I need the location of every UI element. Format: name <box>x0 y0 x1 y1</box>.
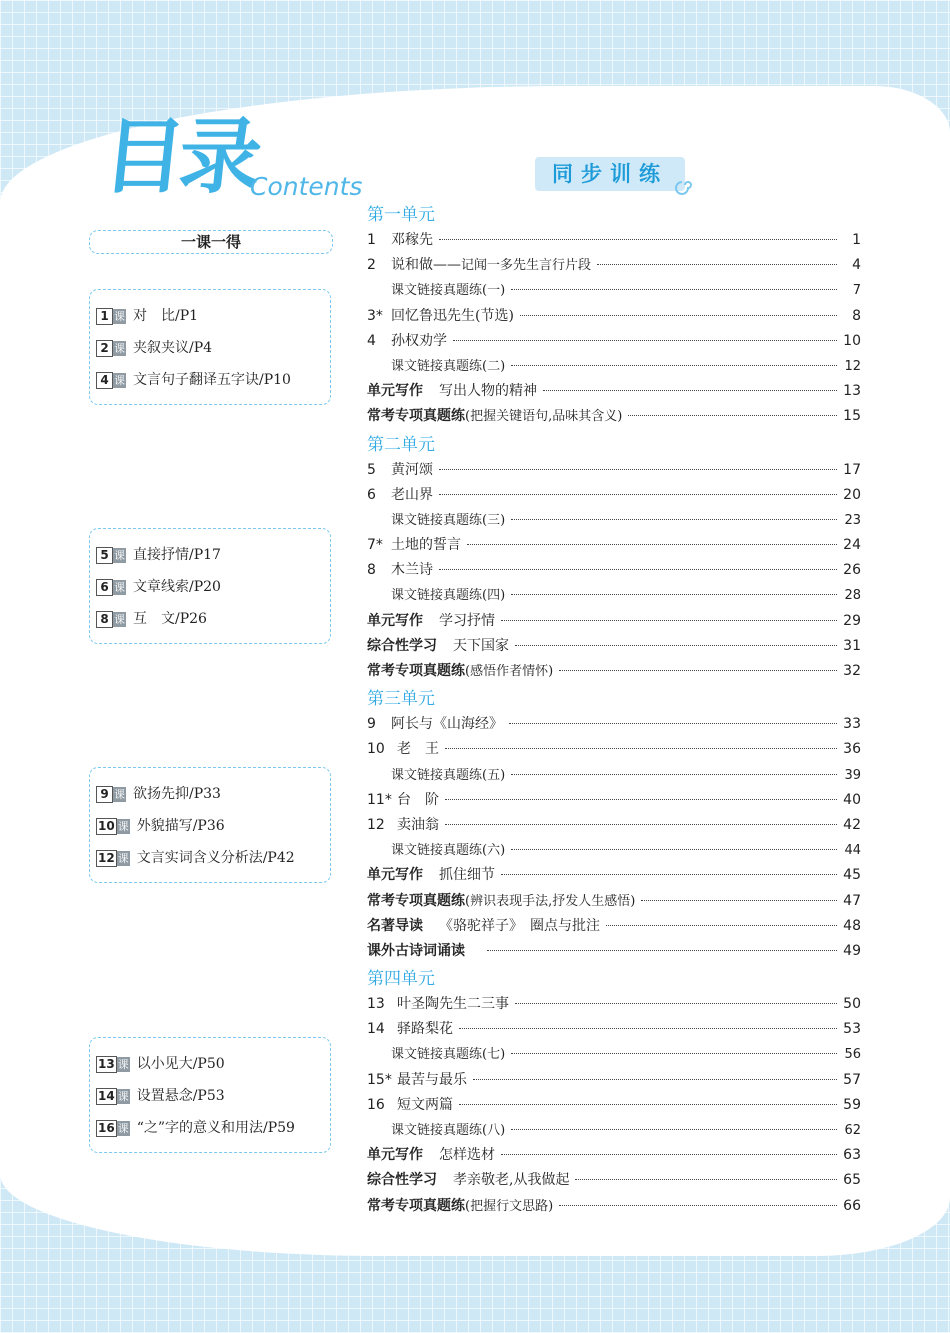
toc-page-number: 23 <box>844 512 861 528</box>
toc-leader-dots <box>445 824 837 825</box>
toc-leader-dots <box>501 620 837 621</box>
toc-page-number: 17 <box>843 461 861 478</box>
toc-section-label: 常考专项真题练 <box>367 408 465 425</box>
lesson-badge-ke: 课 <box>117 819 129 833</box>
toc-page-number: 48 <box>843 917 861 934</box>
toc-page-number: 29 <box>843 612 861 629</box>
lesson-tip-text: 文言实词含义分析法/P42 <box>136 850 295 866</box>
toc-page-number: 59 <box>843 1096 861 1113</box>
toc-leader-dots <box>511 594 837 595</box>
toc-entry[interactable] <box>367 558 861 583</box>
toc-practice-title: 课文链接真题练(五) <box>391 767 506 783</box>
lesson-badge <box>96 1056 130 1073</box>
toc-practice-title: 课文链接真题练(三) <box>391 512 506 528</box>
toc-leader-dots <box>511 289 837 290</box>
toc-section-label: 综合性学习 <box>367 637 437 654</box>
toc-lesson-number: 11* <box>367 791 392 808</box>
toc-section-label: 常考专项真题练 <box>367 1197 465 1214</box>
lesson-tip-item <box>96 603 330 635</box>
lesson-tip-text: 文章线索/P20 <box>133 579 221 595</box>
toc-lesson-number: 6 <box>367 486 376 503</box>
toc-page-number: 63 <box>843 1147 861 1164</box>
toc-lesson-title: 短文两篇 <box>397 1096 453 1113</box>
toc-lesson-number: 16 <box>367 1096 385 1113</box>
toc-page-number: 45 <box>843 867 861 884</box>
toc-entry[interactable] <box>367 889 861 914</box>
toc-leader-dots <box>487 950 837 951</box>
toc-entry[interactable] <box>367 1118 861 1143</box>
toc-leader-dots <box>641 900 837 901</box>
toc-page-number: 44 <box>844 843 861 859</box>
toc-entry[interactable] <box>367 533 861 558</box>
table-of-contents <box>367 200 861 1219</box>
toc-entry[interactable] <box>367 354 861 379</box>
lesson-tip-text: 设置悬念/P53 <box>136 1088 225 1104</box>
lesson-badge <box>96 611 126 628</box>
toc-entry[interactable] <box>367 634 861 659</box>
lesson-badge <box>96 850 130 867</box>
toc-section-label: 单元写作 <box>367 612 423 629</box>
lesson-tips-box <box>89 767 331 883</box>
toc-entry[interactable] <box>367 304 861 329</box>
lesson-tip-item <box>96 571 330 603</box>
toc-lesson-number: 2 <box>367 257 376 274</box>
toc-entry[interactable] <box>367 788 861 813</box>
toc-entry[interactable] <box>367 914 861 939</box>
title-block <box>98 92 364 212</box>
toc-page-number: 47 <box>843 892 861 909</box>
toc-section-label: 单元写作 <box>367 383 423 400</box>
toc-entry[interactable] <box>367 404 861 429</box>
toc-leader-dots <box>575 1179 837 1180</box>
toc-page-number: 50 <box>843 996 861 1013</box>
toc-entry[interactable] <box>367 483 861 508</box>
lesson-tip-text: 欲扬先抑/P33 <box>133 786 221 802</box>
toc-lesson-number: 1 <box>367 232 376 248</box>
toc-page-number: 39 <box>844 767 861 783</box>
toc-lesson-number: 14 <box>367 1021 385 1038</box>
title-cn: 目录 <box>98 110 261 205</box>
toc-section-title: 《骆驼祥子》 圈点与批注 <box>439 917 600 934</box>
toc-page-number: 65 <box>843 1172 861 1189</box>
lesson-tip-text: 文言句子翻译五字诀/P10 <box>133 372 291 388</box>
lesson-badge <box>96 372 126 389</box>
toc-practice-title: 课文链接真题练(二) <box>391 358 506 374</box>
lesson-tip-item <box>96 1080 330 1112</box>
lesson-badge-ke: 课 <box>117 851 129 865</box>
toc-entry[interactable] <box>367 1017 861 1042</box>
lesson-tip-item <box>96 332 330 364</box>
toc-entry[interactable] <box>367 1168 861 1193</box>
lesson-tip-item <box>96 1048 330 1080</box>
toc-leader-dots <box>459 1104 837 1105</box>
toc-entry[interactable] <box>367 1093 861 1118</box>
lesson-badge-ke: 课 <box>114 580 125 594</box>
toc-entry[interactable] <box>367 458 861 483</box>
lesson-badge-number: 8 <box>96 611 113 628</box>
toc-lesson-title: 说和做—— <box>391 257 461 274</box>
toc-lesson-number: 3* <box>367 307 383 324</box>
toc-leader-dots <box>511 1053 837 1054</box>
toc-page-number: 26 <box>843 562 861 579</box>
lesson-tip-item <box>96 810 330 842</box>
toc-entry[interactable] <box>367 737 861 762</box>
toc-entry[interactable] <box>367 838 861 863</box>
toc-leader-dots <box>511 519 837 520</box>
toc-lesson-title: 回忆鲁迅先生(节选) <box>391 307 514 324</box>
toc-leader-dots <box>453 340 837 341</box>
toc-lesson-number: 7* <box>367 537 383 554</box>
toc-leader-dots <box>459 1028 837 1029</box>
title-en: Contents <box>250 172 363 201</box>
toc-lesson-title: 最苦与最乐 <box>397 1071 467 1088</box>
toc-page-number: 33 <box>843 716 861 733</box>
lesson-tip-item <box>96 842 330 874</box>
toc-lesson-title: 老 王 <box>397 741 439 758</box>
unit-title: 第一单元 <box>367 205 435 225</box>
toc-entry[interactable] <box>367 712 861 737</box>
toc-entry[interactable] <box>367 1042 861 1067</box>
toc-section-label: 名著导读 <box>367 917 423 934</box>
lesson-badge-ke: 课 <box>114 548 125 562</box>
unit-title: 第四单元 <box>367 969 435 990</box>
lesson-badge-ke: 课 <box>114 373 125 387</box>
toc-page-number: 62 <box>844 1123 861 1138</box>
toc-leader-dots <box>606 925 837 926</box>
lesson-badge-ke: 课 <box>114 341 125 355</box>
toc-lesson-number: 13 <box>367 996 385 1013</box>
lesson-badge-number: 1 <box>96 308 113 325</box>
toc-lesson-title: 邓稼先 <box>391 232 433 248</box>
toc-section-title: 写出人物的精神 <box>439 383 537 400</box>
toc-lesson-title: 老山界 <box>391 486 433 503</box>
toc-leader-dots <box>543 390 837 391</box>
lesson-tips-box <box>89 1037 331 1153</box>
toc-entry[interactable] <box>367 379 861 404</box>
lesson-badge <box>96 1088 130 1105</box>
left-column-header: 一课一得 <box>89 230 333 254</box>
toc-lesson-number: 15* <box>367 1071 392 1088</box>
toc-entry[interactable] <box>367 863 861 888</box>
lesson-badge-number: 5 <box>96 547 113 564</box>
lesson-tip-text: 夹叙夹议/P4 <box>133 340 213 356</box>
lesson-tips-box <box>89 289 331 405</box>
lesson-badge <box>96 1120 130 1137</box>
toc-leader-dots <box>511 849 837 850</box>
toc-lesson-title: 木兰诗 <box>391 562 433 579</box>
lesson-badge-ke: 课 <box>114 612 125 626</box>
toc-section-label: 课外古诗词诵读 <box>367 942 465 959</box>
toc-leader-dots <box>511 774 837 775</box>
toc-section-label: 常考专项真题练 <box>367 663 465 679</box>
toc-leader-dots <box>467 544 837 545</box>
toc-leader-dots <box>559 670 837 671</box>
lesson-badge-number: 4 <box>96 372 113 389</box>
toc-page-number: 53 <box>843 1021 861 1038</box>
toc-lesson-title: 驿路梨花 <box>397 1021 453 1038</box>
toc-leader-dots <box>511 1129 837 1130</box>
toc-lesson-number: 8 <box>367 562 376 579</box>
toc-page-number: 24 <box>843 537 861 554</box>
toc-entry[interactable] <box>367 278 861 303</box>
toc-section-title: 孝亲敬老,从我做起 <box>453 1172 570 1189</box>
toc-page-number: 1 <box>852 232 861 248</box>
toc-entry[interactable] <box>367 228 861 253</box>
toc-section-title: 天下国家 <box>453 637 509 654</box>
lesson-badge <box>96 579 126 596</box>
toc-lesson-number: 5 <box>367 461 376 478</box>
toc-section-label: 常考专项真题练 <box>367 892 465 909</box>
toc-page-number: 20 <box>843 486 861 503</box>
toc-lesson-number: 9 <box>367 716 376 733</box>
toc-section-title: (辨识表现手法,抒发人生感悟) <box>465 893 636 909</box>
lesson-badge <box>96 547 126 564</box>
lesson-badge-number: 14 <box>98 1088 115 1103</box>
toc-entry[interactable] <box>367 1143 861 1168</box>
lesson-badge <box>96 818 130 835</box>
toc-page-number: 15 <box>843 408 861 425</box>
lesson-badge-number: 12 <box>98 850 115 865</box>
toc-leader-dots <box>501 1154 837 1155</box>
toc-practice-title: 课文链接真题练(一) <box>391 283 506 299</box>
lesson-tip-text: 以小见大/P50 <box>136 1056 225 1072</box>
toc-section-title: (感悟作者情怀) <box>465 664 554 679</box>
toc-lesson-title: 叶圣陶先生二三事 <box>397 996 509 1013</box>
toc-page-number: 10 <box>843 332 861 349</box>
toc-leader-dots <box>520 315 837 316</box>
unit-title: 第三单元 <box>367 689 435 710</box>
toc-leader-dots <box>439 569 837 570</box>
toc-entry[interactable] <box>367 583 861 608</box>
toc-page-number: 40 <box>843 791 861 808</box>
lesson-badge-ke: 课 <box>114 787 125 801</box>
toc-page-number: 42 <box>843 816 861 833</box>
toc-section-label: 单元写作 <box>367 867 423 884</box>
toc-section-title: (把握关键语句,品味其含义) <box>465 409 623 425</box>
toc-section-title: 抓住细节 <box>439 867 495 884</box>
toc-entry[interactable] <box>367 1068 861 1093</box>
toc-leader-dots <box>473 1079 837 1080</box>
toc-page-number: 56 <box>844 1047 861 1063</box>
toc-leader-dots <box>628 415 837 416</box>
swirl-icon <box>675 175 695 195</box>
toc-lesson-number: 10 <box>367 741 385 758</box>
toc-leader-dots <box>515 645 837 646</box>
lesson-tip-item <box>96 1112 330 1144</box>
lesson-badge-number: 16 <box>98 1120 115 1135</box>
toc-practice-title: 课文链接真题练(八) <box>391 1123 506 1138</box>
toc-page-number: 8 <box>852 307 861 324</box>
lesson-badge-ke: 课 <box>114 309 125 323</box>
toc-practice-title: 课文链接真题练(六) <box>391 843 506 859</box>
toc-entry[interactable] <box>367 1194 861 1219</box>
toc-lesson-title: 土地的誓言 <box>391 537 461 554</box>
toc-leader-dots <box>597 264 837 265</box>
toc-lesson-number: 4 <box>367 332 376 349</box>
lesson-badge-number: 6 <box>96 579 113 596</box>
toc-section-title: 怎样选材 <box>439 1147 495 1164</box>
toc-leader-dots <box>439 494 837 495</box>
toc-lesson-title: 阿长与《山海经》 <box>391 716 503 733</box>
toc-page-number: 36 <box>843 741 861 758</box>
toc-lesson-subtitle: 记闻一多先生言行片段 <box>461 258 592 274</box>
lesson-tip-text: 互 文/P26 <box>133 611 207 627</box>
lesson-tips-box <box>89 528 331 644</box>
lesson-tip-text: 直接抒情/P17 <box>133 547 221 563</box>
lesson-tip-text: 对 比/P1 <box>133 308 199 324</box>
toc-lesson-title: 黄河颂 <box>391 461 433 478</box>
lesson-tip-text: “之”字的意义和用法/P59 <box>136 1120 295 1136</box>
toc-entry[interactable] <box>367 763 861 788</box>
toc-page-number: 31 <box>843 637 861 654</box>
toc-leader-dots <box>445 748 837 749</box>
lesson-badge-number: 10 <box>98 818 115 833</box>
toc-leader-dots <box>509 723 837 724</box>
toc-leader-dots <box>559 1205 837 1206</box>
toc-page-number: 4 <box>852 257 861 274</box>
toc-leader-dots <box>445 799 837 800</box>
toc-entry[interactable] <box>367 992 861 1017</box>
toc-entry[interactable] <box>367 659 861 684</box>
toc-page-number: 13 <box>843 383 861 400</box>
toc-page-number: 32 <box>843 663 861 679</box>
lesson-badge-ke: 课 <box>117 1089 129 1103</box>
lesson-badge <box>96 308 126 325</box>
toc-page-number: 7 <box>852 283 861 299</box>
toc-lesson-title: 卖油翁 <box>397 816 439 833</box>
toc-entry[interactable] <box>367 609 861 634</box>
toc-section-label: 综合性学习 <box>367 1172 437 1189</box>
toc-entry[interactable] <box>367 939 861 964</box>
toc-practice-title: 课文链接真题练(四) <box>391 588 506 604</box>
unit-title: 第二单元 <box>367 434 435 455</box>
lesson-badge <box>96 786 126 803</box>
lesson-tip-item <box>96 364 330 396</box>
toc-entry[interactable] <box>367 508 861 533</box>
toc-leader-dots <box>501 874 837 875</box>
toc-leader-dots <box>511 365 837 366</box>
toc-page-number: 28 <box>844 588 861 604</box>
toc-entry[interactable] <box>367 253 861 278</box>
toc-page-number: 49 <box>843 942 861 959</box>
lesson-badge <box>96 340 126 357</box>
toc-leader-dots <box>439 469 837 470</box>
toc-section-label: 单元写作 <box>367 1147 423 1164</box>
lesson-tip-item <box>96 778 330 810</box>
toc-practice-title: 课文链接真题练(七) <box>391 1047 506 1063</box>
toc-leader-dots <box>439 239 837 240</box>
toc-section-title: (把握行文思路) <box>465 1198 554 1214</box>
lesson-tip-item <box>96 300 330 332</box>
toc-lesson-title: 台 阶 <box>397 791 439 808</box>
lesson-badge-number: 13 <box>98 1056 115 1071</box>
toc-leader-dots <box>515 1003 837 1004</box>
lesson-badge-ke: 课 <box>117 1057 129 1071</box>
toc-lesson-number: 12 <box>367 816 385 833</box>
toc-page-number: 57 <box>843 1071 861 1088</box>
toc-page-number: 66 <box>843 1197 861 1214</box>
lesson-badge-number: 2 <box>96 340 113 357</box>
toc-entry[interactable] <box>367 813 861 838</box>
lesson-badge-ke: 课 <box>117 1121 129 1135</box>
sync-training-badge: 同步训练 <box>535 157 685 191</box>
lesson-tip-item <box>96 539 330 571</box>
toc-entry[interactable] <box>367 329 861 354</box>
toc-section-title: 学习抒情 <box>439 612 495 629</box>
lesson-badge-number: 9 <box>96 786 113 803</box>
toc-page-number: 12 <box>844 358 861 374</box>
lesson-tip-text: 外貌描写/P36 <box>136 818 225 834</box>
toc-lesson-title: 孙权劝学 <box>391 332 447 349</box>
